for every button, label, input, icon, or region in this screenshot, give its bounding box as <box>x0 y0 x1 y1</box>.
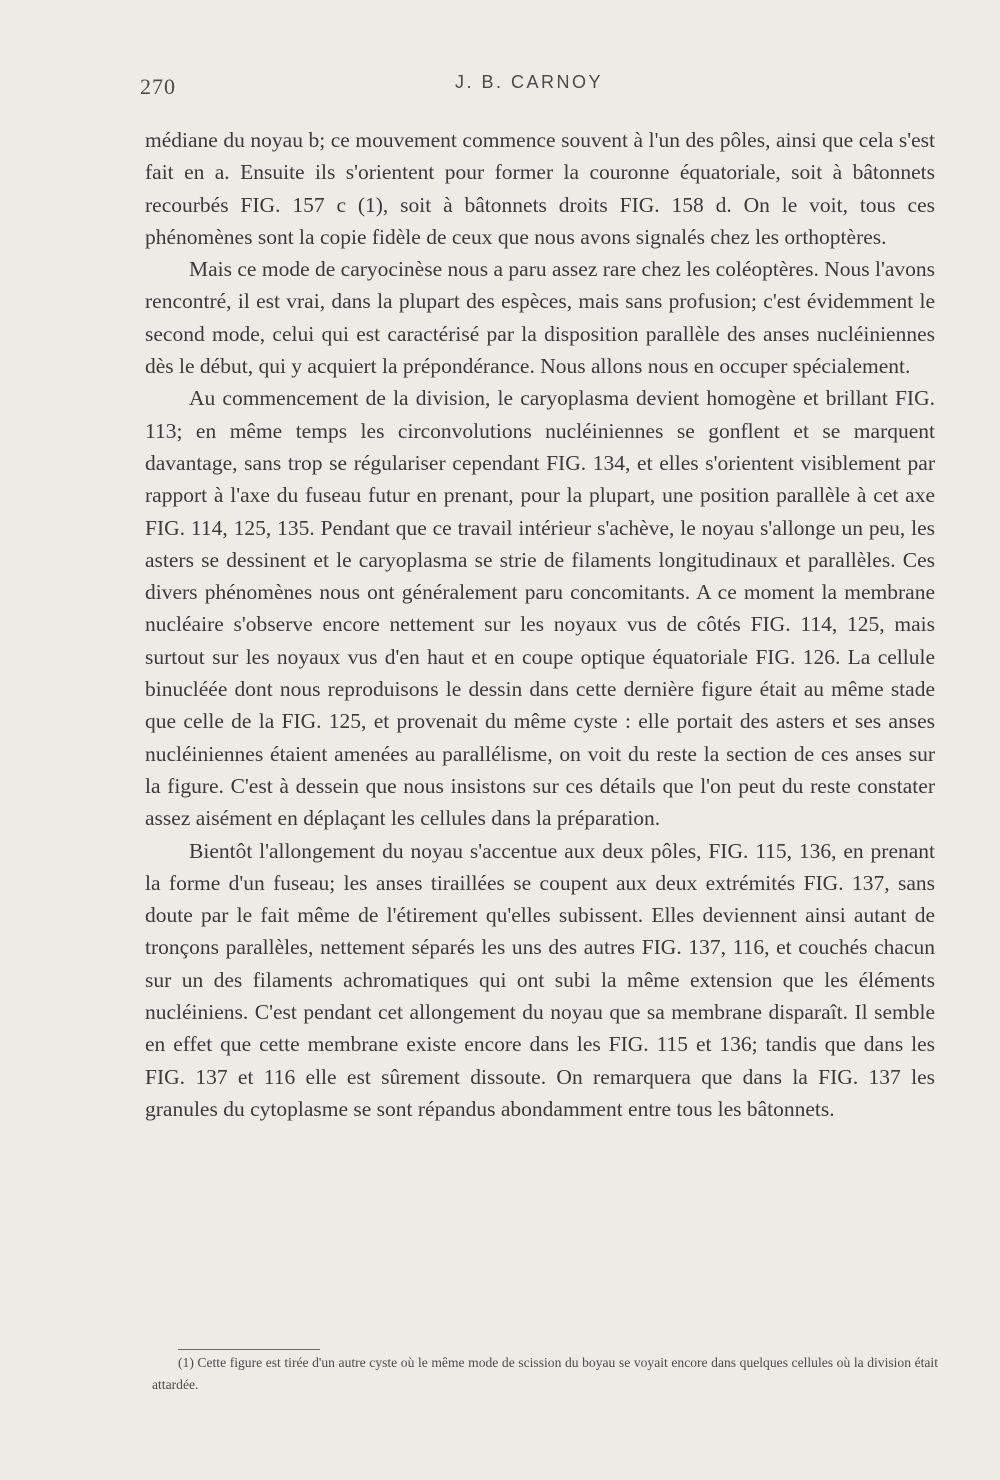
running-title: J. B. CARNOY <box>455 72 604 92</box>
footnote-divider <box>178 1349 320 1350</box>
body-text <box>145 124 935 1125</box>
page-header <box>140 64 940 104</box>
paragraph-1: médiane du noyau b; ce mouvement commence souvent à l'un des pôles, ainsi que cela s'est fait en a. Ensuite ils s'orientent pour former la couronne équatoriale, soit à bâtonnets recourbés FIG. 157 c (1), soit à bâtonnets droits FIG. 158 d. On le voit, tous ces phénomènes sont la copie fidèle de ceux que nous avons signalés chez les orthoptères. <box>145 128 935 249</box>
paragraph-2: Mais ce mode de caryocinèse nous a paru assez rare chez les coléoptères. Nous l'avons rencontré, il est vrai, dans la plupart des espèces, mais sans profusion; c'est évidemment le second mode, celui qui est caractérisé par la disposition parallèle des anses nucléiniennes dès le début, qui y acquiert la prépondérance. Nous allons nous en occuper spécialement. <box>145 257 935 379</box>
paragraph-3: Au commencement de la division, le caryoplasma devient homogène et brillant FIG. 113; en même temps les circonvolutions nucléiniennes se gonflent et se marquent davantage, sans trop se régulariser cependant FIG. 134, et elles s'orientent visiblement par rapport à l'axe du fuseau futur en prenant, pour la plupart, une position parallèle à cet axe FIG. 114, 125, 135. Pendant que ce travail intérieur s'achève, le noyau s'allonge un peu, les asters se dessinent et le caryoplasma se strie de filaments longitudinaux et parallèles. Ces divers phénomènes nous ont généralement paru concomitants. A ce moment la membrane nucléaire s'observe encore nettement sur les noyaux vus de côtés FIG. 114, 125, mais surtout sur les noyaux vus d'en haut et en coupe optique équatoriale FIG. 126. La cellule binucléée dont nous reproduisons le dessin dans cette dernière figure était au même stade que celle de la FIG. 125, et provenait du même cyste : elle portait des asters et ses anses nucléiniennes étaient amenées au parallélisme, on voit du reste la section de ces anses sur la figure. C'est à dessein que nous insistons sur ces détails que l'on peut du reste constater assez aisément en déplaçant les cellules dans la préparation. <box>145 386 935 831</box>
footnote: (1) Cette figure est tirée d'un autre cyste où le même mode de scission du boyau se voyait encore dans quelques cellules où la division était attardée. <box>152 1355 938 1392</box>
page-number: 270 <box>140 74 176 99</box>
paragraph-4: Bientôt l'allongement du noyau s'accentue aux deux pôles, FIG. 115, 136, en prenant la forme d'un fuseau; les anses tiraillées se coupent aux deux extrémités FIG. 137, sans doute par le fait même de l'étirement qu'elles subissent. Elles deviennent ainsi autant de tronçons parallèles, nettement séparés les uns des autres FIG. 137, 116, et couchés chacun sur un des filaments achromatiques qui ont subi la même extension que les éléments nucléiniens. C'est pendant cet allongement du noyau que sa membrane disparaît. Il semble en effet que cette membrane existe encore dans les FIG. 115 et 136; tandis que dans les FIG. 137 et 116 elle est sûrement dissoute. On remarquera que dans la FIG. 137 les granules du cytoplasme se sont répandus abondamment entre tous les bâtonnets. <box>145 838 935 1121</box>
